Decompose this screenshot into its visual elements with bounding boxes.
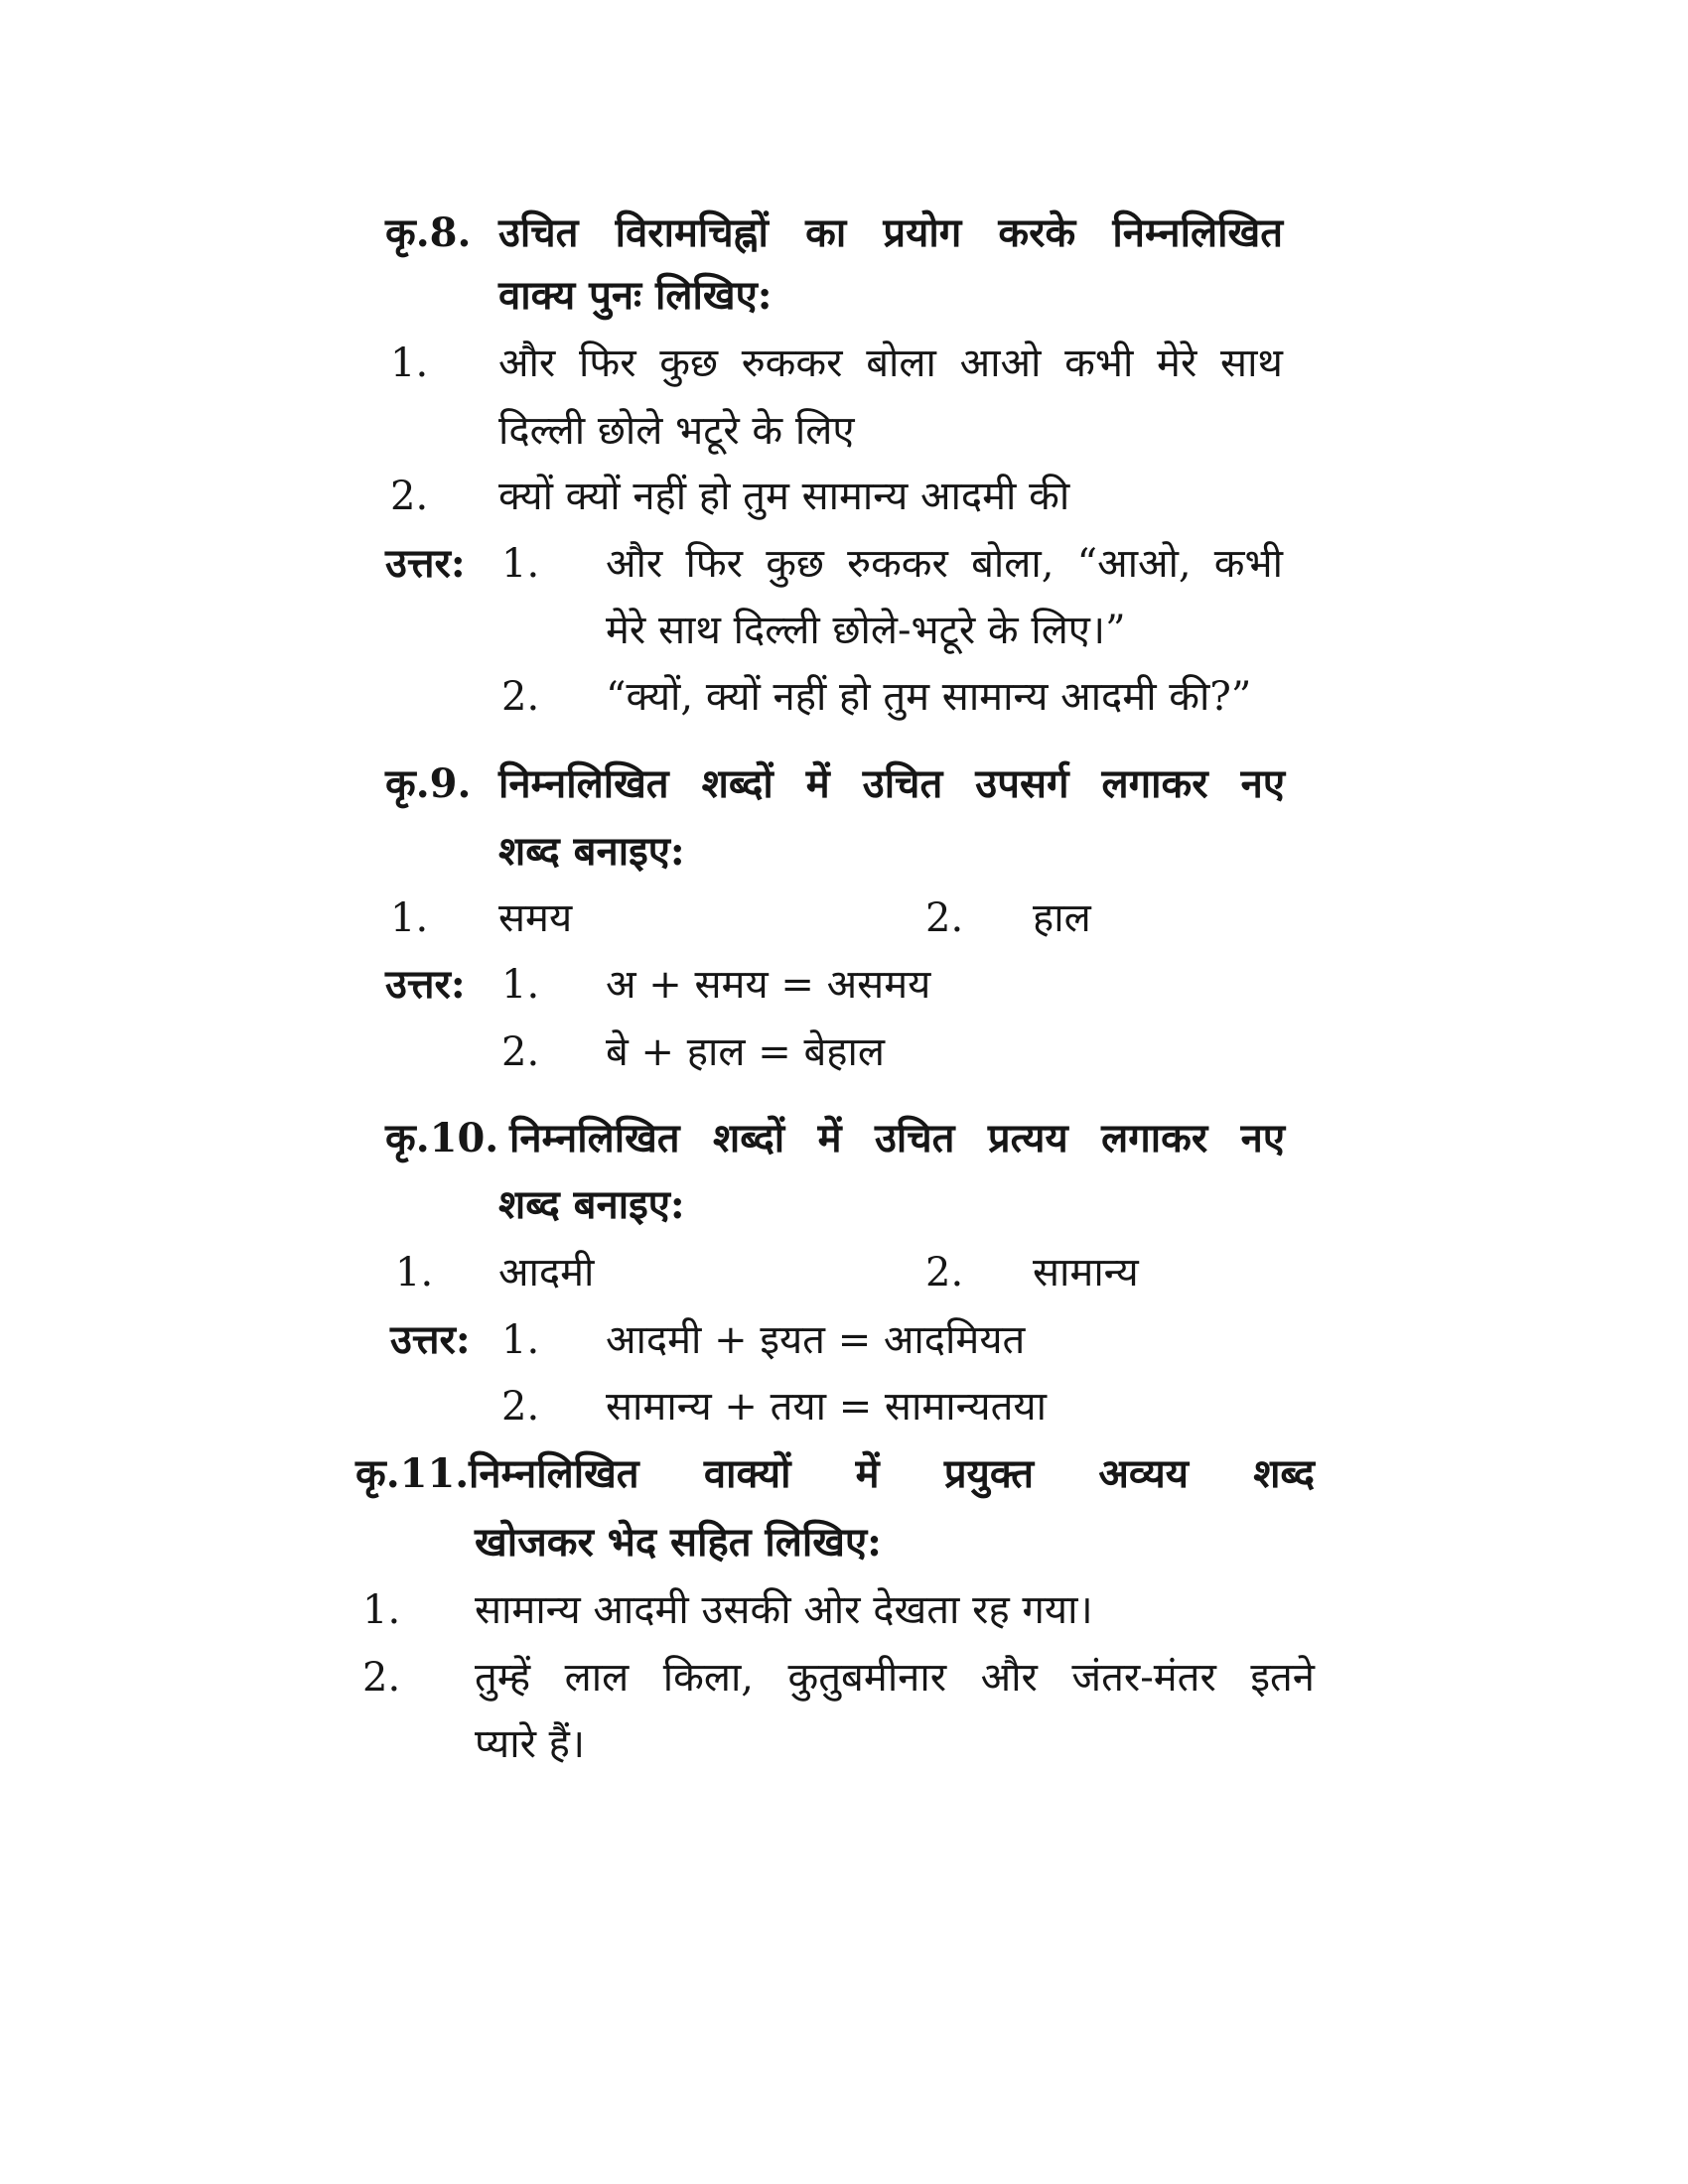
- question-8-item-1-number: 1.: [390, 341, 429, 386]
- question-8-answer-2-line-1: “क्यों, क्यों नहीं हो तुम सामान्य आदमी की?”: [606, 674, 1252, 720]
- question-9-item-2-word: हाल: [1033, 895, 1091, 941]
- question-9-heading-line-2: शब्द बनाइए:: [498, 828, 685, 875]
- question-10-item-2-word: सामान्य: [1033, 1250, 1139, 1296]
- question-11-heading-line-1: निम्नलिखित वाक्यों में प्रयुक्त अव्यय शब्द: [469, 1450, 1315, 1497]
- question-9-item-1-word: समय: [498, 895, 573, 941]
- question-9-answer-label: उत्तर:: [385, 961, 466, 1008]
- question-8-answer-1-number: 1.: [501, 541, 540, 587]
- question-10-answer-2-text: सामान्य + तया = सामान्यतया: [606, 1384, 1047, 1430]
- question-10-answer-1-number: 1.: [501, 1317, 540, 1363]
- question-10-item-2-number: 2.: [925, 1250, 964, 1296]
- question-9-answer-2-number: 2.: [501, 1029, 540, 1075]
- question-10-heading-line-2: शब्द बनाइए:: [498, 1181, 685, 1228]
- question-10-number: कृ.10.: [385, 1115, 499, 1161]
- question-11-item-1-number: 1.: [362, 1587, 401, 1633]
- question-11-number: कृ.11.: [355, 1450, 470, 1497]
- question-10-answer-2-number: 2.: [501, 1384, 540, 1430]
- question-8-item-2-number: 2.: [390, 474, 429, 519]
- question-8-answer-label: उत्तर:: [385, 540, 466, 587]
- question-9-number: कृ.9.: [385, 760, 472, 807]
- question-11-item-2-number: 2.: [362, 1655, 401, 1701]
- question-11-item-1-line-1: सामान्य आदमी उसकी ओर देखता रह गया।: [475, 1587, 1093, 1633]
- question-8-heading-line-1: उचित विरामचिह्नों का प्रयोग करके निम्नलिखित: [498, 209, 1283, 256]
- question-9-item-1-number: 1.: [390, 895, 429, 941]
- question-11-item-2-line-2: प्यारे हैं।: [475, 1721, 586, 1767]
- question-8-heading-line-2: वाक्य पुनः लिखिए:: [498, 272, 773, 319]
- question-10-heading-line-1: निम्नलिखित शब्दों में उचित प्रत्यय लगाकर नए: [509, 1115, 1285, 1161]
- question-8-answer-1-line-1: और फिर कुछ रुककर बोला, “आओ, कभी: [606, 541, 1283, 587]
- question-11-heading-line-2: खोजकर भेद सहित लिखिए:: [475, 1519, 882, 1566]
- question-8-answer-2-number: 2.: [501, 674, 540, 720]
- question-10-answer-1-text: आदमी + इयत = आदमियत: [606, 1317, 1026, 1363]
- question-9-answer-1-number: 1.: [501, 962, 540, 1008]
- question-11-item-2-line-1: तुम्हें लाल किला, कुतुबमीनार और जंतर-मंतर इतने: [475, 1655, 1315, 1701]
- question-8-answer-1-line-2: मेरे साथ दिल्ली छोले-भटूरे के लिए।”: [606, 608, 1126, 653]
- question-10-answer-label: उत्तर:: [390, 1316, 471, 1363]
- question-9-answer-2-text: बे + हाल = बेहाल: [606, 1029, 886, 1075]
- question-8-item-1-line-2: दिल्ली छोले भटूरे के लिए: [498, 408, 855, 454]
- question-10-item-1-number: 1.: [395, 1250, 434, 1296]
- question-8-number: कृ.8.: [385, 209, 472, 256]
- question-10-item-1-word: आदमी: [498, 1250, 595, 1296]
- question-8-item-2-line-1: क्यों क्यों नहीं हो तुम सामान्य आदमी की: [498, 474, 1070, 519]
- question-9-item-2-number: 2.: [925, 895, 964, 941]
- question-8-item-1-line-1: और फिर कुछ रुककर बोला आओ कभी मेरे साथ: [498, 341, 1283, 386]
- question-9-answer-1-text: अ + समय = असमय: [606, 962, 931, 1008]
- question-9-heading-line-1: निम्नलिखित शब्दों में उचित उपसर्ग लगाकर नए: [498, 760, 1285, 807]
